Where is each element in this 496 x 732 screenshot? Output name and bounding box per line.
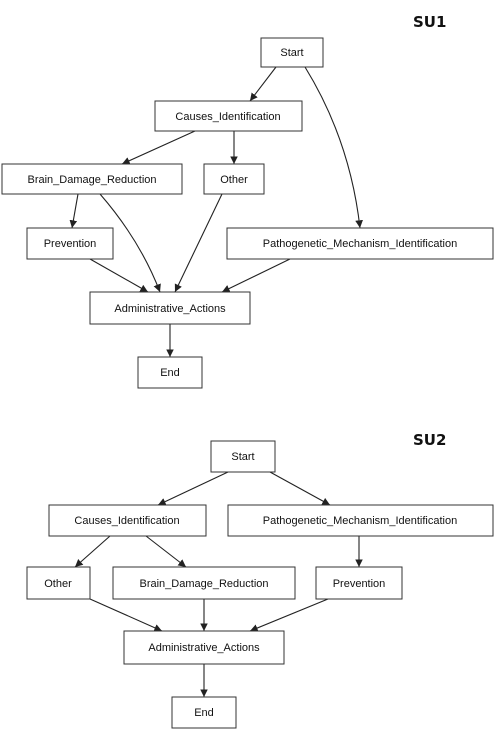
node-su2-admin (124, 631, 284, 664)
edge-su2-start-to-causes (158, 472, 228, 505)
edge-su1-causes-to-brain (122, 131, 195, 164)
node-su2-prevention (316, 567, 402, 599)
node-su2-brain (113, 567, 295, 599)
node-label: Other (220, 174, 248, 186)
node-label: Causes_Identification (74, 515, 180, 527)
edge-su1-start-to-patho (305, 67, 360, 228)
diagram-su2 (27, 431, 493, 728)
edge-su2-other-to-admin (90, 599, 162, 631)
node-su2-start (211, 441, 275, 472)
node-su2-end (172, 697, 236, 728)
node-su1-other (204, 164, 264, 194)
node-su1-patho (227, 228, 493, 259)
edge-su1-brain-to-prevention (72, 194, 78, 228)
node-su1-end (138, 357, 202, 388)
edge-su2-start-to-patho (270, 472, 330, 505)
node-su2-patho (228, 505, 493, 536)
node-su2-causes (49, 505, 206, 536)
node-su1-prevention (27, 228, 113, 259)
node-label: Start (231, 451, 255, 463)
edge-su1-patho-to-admin (222, 259, 290, 292)
node-su1-causes (155, 101, 302, 131)
edge-su1-prevention-to-admin (90, 259, 148, 292)
node-label: Administrative_Actions (148, 642, 260, 654)
node-label: Pathogenetic_Mechanism_Identification (262, 238, 458, 250)
node-label: Causes_Identification (175, 111, 281, 123)
edge-su2-causes-to-other (75, 536, 110, 567)
node-label: Prevention (43, 238, 97, 250)
node-label: Prevention (332, 578, 386, 590)
node-label: Brain_Damage_Reduction (139, 578, 269, 590)
node-label: Other (44, 578, 72, 590)
edge-su2-causes-to-brain (146, 536, 186, 567)
node-label: Pathogenetic_Mechanism_Identification (262, 515, 458, 527)
diagram-title-su1: SU1 (413, 13, 447, 31)
node-label: End (160, 367, 180, 379)
edge-su1-start-to-causes (250, 67, 276, 101)
node-su1-admin (90, 292, 250, 324)
node-su1-brain (2, 164, 182, 194)
diagram-su1 (2, 13, 493, 388)
node-su1-start (261, 38, 323, 67)
node-label: Start (280, 47, 304, 59)
node-label: Brain_Damage_Reduction (27, 174, 157, 186)
node-su2-other (27, 567, 90, 599)
diagram-title-su2: SU2 (413, 431, 447, 449)
node-label: End (194, 707, 214, 719)
edge-su2-prevention-to-admin (250, 599, 328, 631)
edge-su1-other-to-admin (175, 194, 222, 292)
node-label: Administrative_Actions (114, 303, 226, 315)
